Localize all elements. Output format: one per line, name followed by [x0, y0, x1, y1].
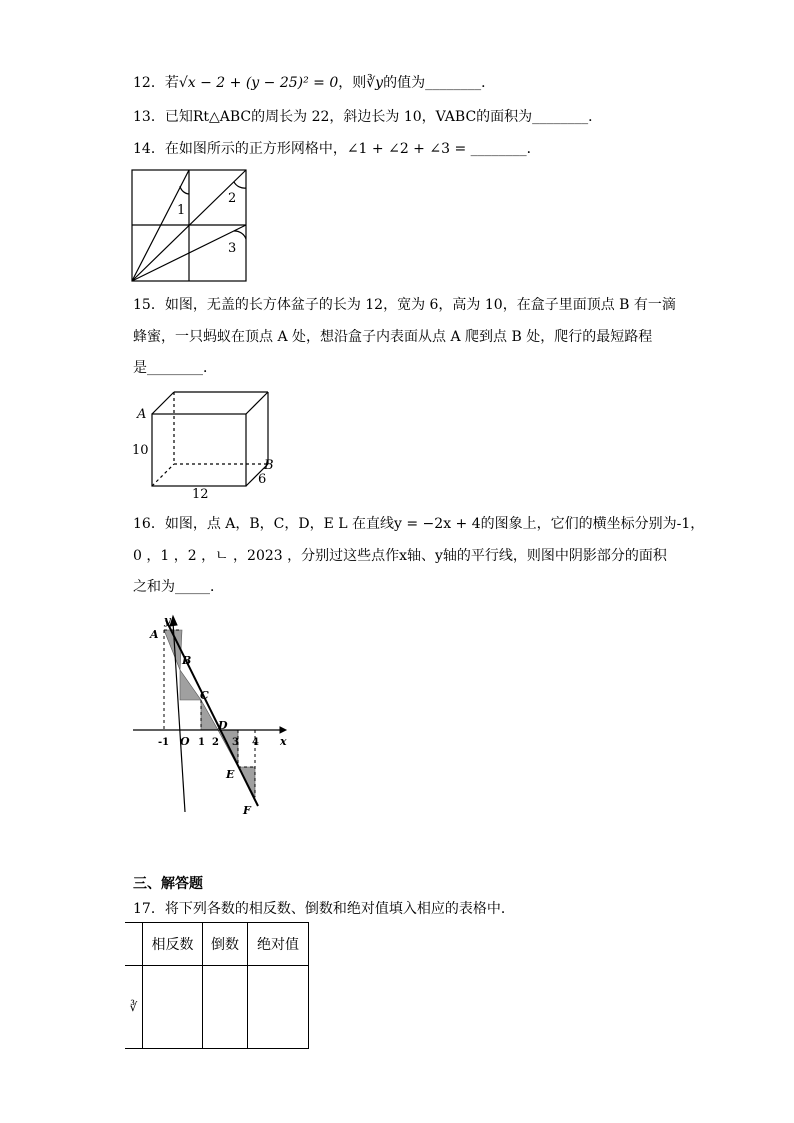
angle-label-3: 3	[228, 241, 237, 256]
question-13: 13．已知Rt△ABC的周长为 22，斜边长为 10，VABC的面积为________．	[133, 109, 603, 125]
x-axis-label: x	[280, 735, 287, 748]
point-D-label: D	[218, 719, 228, 732]
q14-grid-figure	[130, 168, 250, 284]
question-17: 17．将下列各数的相反数、倒数和绝对值填入相应的表格中．	[133, 901, 515, 917]
width-label: 6	[258, 472, 267, 487]
line-y-neg2x-plus4	[166, 620, 258, 806]
answer-cell-reciprocal[interactable]	[203, 966, 248, 1049]
point-E-label: E	[226, 768, 235, 781]
y-axis-arrow	[170, 616, 177, 626]
question-15-line3: 是________．	[133, 360, 217, 376]
box-front-face	[152, 414, 246, 486]
q12-number: 12．若	[133, 75, 179, 91]
arc-2	[234, 182, 246, 188]
row-label-cube-root: ∛	[125, 966, 143, 1049]
arc-1	[180, 186, 189, 194]
table-header-cell: 相反数	[143, 923, 203, 966]
origin-label: O	[180, 735, 190, 748]
q17-answer-table	[125, 922, 309, 1049]
question-15-line2: 蜂蜜，一只蚂蚁在顶点 A 处，想沿盒子内表面从点 A 爬到点 B 处，爬行的最短路程	[133, 329, 653, 345]
q15-box-figure	[128, 388, 288, 502]
point-A-label: A	[150, 628, 159, 641]
answer-cell-absolute[interactable]	[248, 966, 309, 1049]
tick-3: 3	[232, 737, 239, 748]
answer-cell-opposite[interactable]	[143, 966, 203, 1049]
box-edge-tl	[152, 392, 174, 414]
q12-cube-root: ∛y	[366, 75, 384, 91]
point-F-label: F	[243, 804, 251, 817]
tick-neg1: -1	[158, 737, 170, 748]
length-label: 12	[192, 487, 209, 502]
q16-graph-figure	[130, 612, 290, 817]
angle-label-2: 2	[228, 191, 237, 206]
vertex-A-label: A	[137, 407, 147, 422]
table-header-row	[125, 923, 309, 966]
question-15-line1: 15．如图，无盖的长方体盆子的长为 12，宽为 6，高为 10，在盒子里面顶点 B 有一滴	[133, 297, 676, 313]
table-header-cell	[125, 923, 143, 966]
table-header-cell: 倒数	[203, 923, 248, 966]
point-B-label: B	[182, 654, 192, 667]
tick-1: 1	[198, 737, 205, 748]
question-12	[133, 73, 495, 93]
x-axis-arrow	[280, 727, 286, 733]
height-label: 10	[132, 443, 149, 458]
table-header-cell: 绝对值	[248, 923, 309, 966]
point-C-label: C	[200, 689, 209, 702]
shade-triangle-3	[201, 700, 218, 730]
box-hidden-depth	[152, 464, 174, 486]
question-16-line3: 之和为_____．	[133, 579, 224, 595]
angle-label-1: 1	[177, 203, 186, 218]
question-16-line1: 16．如图，点 A，B，C，D，E L 在直线y = −2x + 4的图象上，它们的横坐标分别为-1，	[133, 516, 705, 532]
y-axis-label: y	[164, 614, 171, 627]
question-14: 14．在如图所示的正方形网格中，∠1 + ∠2 + ∠3 = ________．	[133, 141, 541, 157]
tick-2: 2	[212, 737, 219, 748]
table-row	[125, 966, 309, 1049]
arc-3	[234, 231, 246, 239]
q12-mid: ，则	[338, 75, 367, 91]
vertex-B-label: B	[264, 458, 274, 473]
question-16-line2: 0 ，1 ，2 ，ㄴ ，2023 ，分别过这些点作x轴、y轴的平行线，则图中阴影部分的面积	[133, 548, 667, 564]
tick-4: 4	[252, 737, 259, 748]
q12-tail: 的值为________．	[383, 75, 496, 91]
box-edge-tr	[246, 392, 268, 414]
q12-expression: √x − 2 + (y − 25)² = 0	[178, 75, 339, 91]
section-title: 三、解答题	[133, 876, 203, 892]
